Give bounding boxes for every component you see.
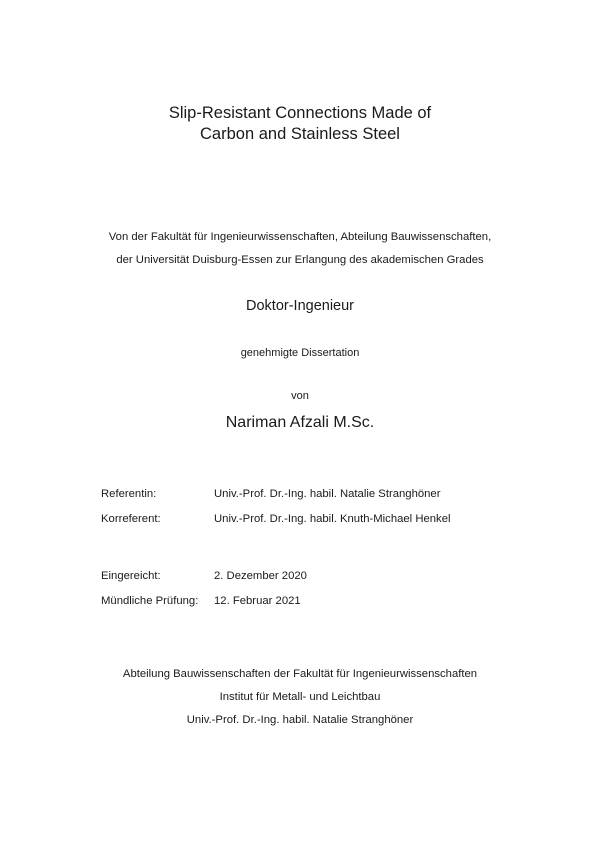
approved-dissertation-label: genehmigte Dissertation [240, 347, 360, 359]
co-referee-label: Korreferent: [101, 513, 161, 525]
title-line-2: Carbon and Stainless Steel [200, 125, 400, 143]
referee-label: Referentin: [101, 488, 157, 500]
submitted-label: Eingereicht: [101, 570, 161, 582]
institution-footer [0, 663, 600, 732]
footer-line-1: Abteilung Bauwissenschaften der Fakultät für Ingenieurwissenschaften [122, 668, 478, 680]
referee-row [101, 486, 440, 502]
title-line-1: Slip-Resistant Connections Made of [168, 104, 432, 122]
faculty-statement [0, 226, 600, 272]
oral-exam-row [101, 593, 301, 609]
co-referee-row [101, 511, 451, 527]
by-label: von [291, 390, 309, 402]
faculty-line-1: Von der Fakultät für Ingenieurwissenschaften, Abteilung Bauwissenschaften, [108, 231, 492, 243]
oral-exam-date: 12. Februar 2021 [214, 595, 301, 607]
submitted-row [101, 568, 307, 584]
footer-line-2: Institut für Metall- und Leichtbau [219, 691, 381, 703]
faculty-line-2: der Universität Duisburg-Essen zur Erlangung des akademischen Grades [116, 254, 484, 266]
submitted-date: 2. Dezember 2020 [214, 570, 307, 582]
footer-line-3: Univ.-Prof. Dr.-Ing. habil. Natalie Stranghöner [186, 714, 414, 726]
co-referee-value: Univ.-Prof. Dr.-Ing. habil. Knuth-Michael Henkel [214, 513, 451, 525]
degree-title: Doktor-Ingenieur [246, 298, 354, 314]
oral-exam-label: Mündliche Prüfung: [101, 595, 199, 607]
author-name: Nariman Afzali M.Sc. [225, 414, 375, 431]
dissertation-title [0, 103, 600, 145]
referee-value: Univ.-Prof. Dr.-Ing. habil. Natalie Stranghöner [214, 488, 441, 500]
